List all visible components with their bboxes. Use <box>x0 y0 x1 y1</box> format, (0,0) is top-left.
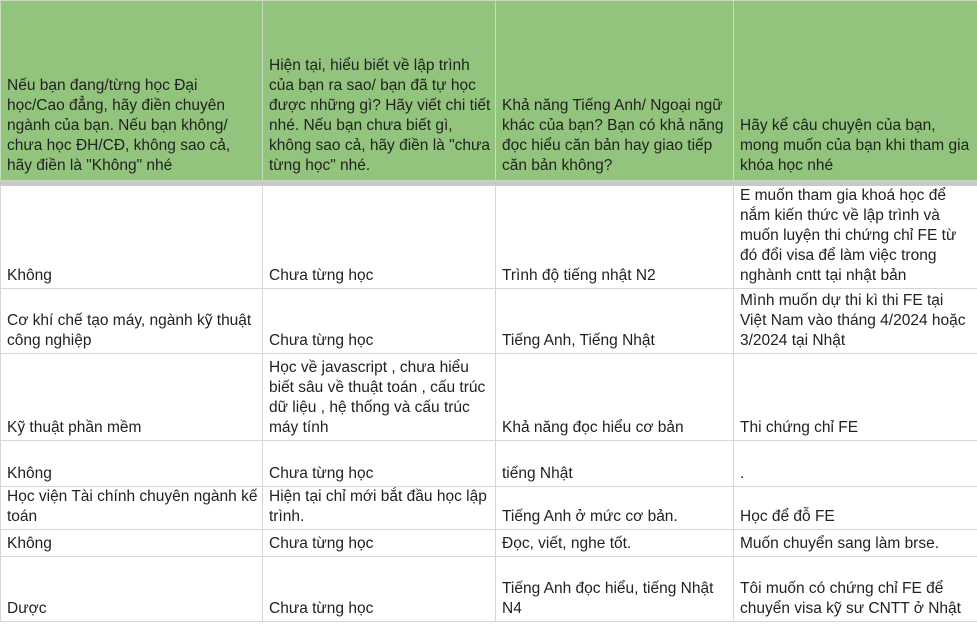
table-cell[interactable] <box>263 487 496 530</box>
table-cell[interactable] <box>496 530 734 557</box>
header-cell-major[interactable] <box>1 1 263 181</box>
table-cell[interactable] <box>1 354 263 441</box>
table-row <box>1 530 977 557</box>
table-cell[interactable] <box>1 557 263 622</box>
cell-text: Muốn chuyển sang làm brse. <box>740 535 940 552</box>
table-row <box>1 487 977 530</box>
table-cell[interactable] <box>496 354 734 441</box>
table-cell[interactable] <box>1 530 263 557</box>
header-text: Khả năng Tiếng Anh/ Ngoại ngữ khác của bạn? Bạn có khả năng đọc hiểu căn bản hay giao tiếp căn bản không? <box>502 97 724 174</box>
table-cell[interactable] <box>263 530 496 557</box>
table-cell[interactable] <box>263 557 496 622</box>
cell-text: Kỹ thuật phần mềm <box>7 419 142 436</box>
cell-text: Học về javascript , chưa hiểu biết sâu về thuật toán , cấu trúc dữ liệu , hệ thống và cấu trúc máy tính <box>269 359 486 436</box>
table-cell[interactable] <box>496 557 734 622</box>
table-row <box>1 354 977 441</box>
cell-text: Cơ khí chế tạo máy, ngành kỹ thuật công nghiệp <box>7 312 252 349</box>
cell-text: Khả năng đọc hiểu cơ bản <box>502 419 684 436</box>
cell-text: Hiện tại chỉ mới bắt đầu học lập trình. <box>269 488 487 525</box>
header-row <box>1 1 977 181</box>
cell-text: Chưa từng học <box>269 535 374 552</box>
table-cell[interactable] <box>734 354 977 441</box>
header-text: Nếu bạn đang/từng học Đại học/Cao đẳng, hãy điền chuyên ngành của bạn. Nếu bạn không/ chưa học ĐH/CĐ, không sao cả, hãy điền là "Không" nhé <box>7 77 231 174</box>
table-cell[interactable] <box>496 289 734 354</box>
header-text: Hiện tại, hiểu biết về lập trình của bạn ra sao/ bạn đã tự học được những gì? Hãy viết chi tiết nhé. Nếu bạn chưa biết gì, không sao cả, hãy điền là "chưa từng học" nhé. <box>269 57 491 174</box>
cell-text: Mình muốn dự thi kì thi FE tại Việt Nam vào tháng 4/2024 hoặc 3/2024 tại Nhật <box>740 292 966 349</box>
cell-text: Không <box>7 465 52 482</box>
table-cell[interactable] <box>263 186 496 289</box>
table-cell[interactable] <box>734 530 977 557</box>
cell-text: Chưa từng học <box>269 332 374 349</box>
cell-text: Trình độ tiếng nhật N2 <box>502 267 656 284</box>
table-cell[interactable] <box>734 186 977 289</box>
cell-text: Tiếng Anh, Tiếng Nhật <box>502 332 655 349</box>
table-cell[interactable] <box>263 354 496 441</box>
header-cell-story[interactable] <box>734 1 977 181</box>
table-cell[interactable] <box>496 487 734 530</box>
table-cell[interactable] <box>1 186 263 289</box>
cell-text: Tiếng Anh đọc hiểu, tiếng Nhật N4 <box>502 580 714 617</box>
cell-text: . <box>740 465 745 482</box>
table-row <box>1 557 977 622</box>
table-cell[interactable] <box>734 441 977 487</box>
header-text: Hãy kể câu chuyện của bạn, mong muốn của bạn khi tham gia khóa học nhé <box>740 117 970 174</box>
cell-text: Chưa từng học <box>269 600 374 617</box>
table-cell[interactable] <box>734 289 977 354</box>
cell-text: Chưa từng học <box>269 465 374 482</box>
cell-text: tiếng Nhật <box>502 465 573 482</box>
cell-text: Tiếng Anh ở mức cơ bản. <box>502 508 678 525</box>
cell-text: Học viện Tài chính chuyên ngành kế toán <box>7 488 258 525</box>
header-cell-language[interactable] <box>496 1 734 181</box>
table-cell[interactable] <box>263 289 496 354</box>
table-cell[interactable] <box>1 487 263 530</box>
cell-text: Dược <box>7 600 47 617</box>
table-cell[interactable] <box>496 186 734 289</box>
cell-text: Thi chứng chỉ FE <box>740 419 859 436</box>
table-cell[interactable] <box>734 487 977 530</box>
cell-text: Tôi muốn có chứng chỉ FE để chuyển visa kỹ sư CNTT ở Nhật <box>740 580 961 617</box>
cell-text: E muốn tham gia khoá học để nắm kiến thức về lập trình và muốn luyện thi chứng chỉ FE từ đó đổi visa để làm việc trong nghành cntt tại nhật bản <box>740 187 957 284</box>
cell-text: Không <box>7 267 52 284</box>
table-cell[interactable] <box>496 441 734 487</box>
table-cell[interactable] <box>263 441 496 487</box>
table-cell[interactable] <box>734 557 977 622</box>
table-row <box>1 186 977 289</box>
cell-text: Không <box>7 535 52 552</box>
table-row <box>1 289 977 354</box>
cell-text: Đọc, viết, nghe tốt. <box>502 535 632 552</box>
table-cell[interactable] <box>1 289 263 354</box>
cell-text: Học để đỗ FE <box>740 508 835 525</box>
header-cell-programming[interactable] <box>263 1 496 181</box>
cell-text: Chưa từng học <box>269 267 374 284</box>
table-cell[interactable] <box>1 441 263 487</box>
table-row <box>1 441 977 487</box>
